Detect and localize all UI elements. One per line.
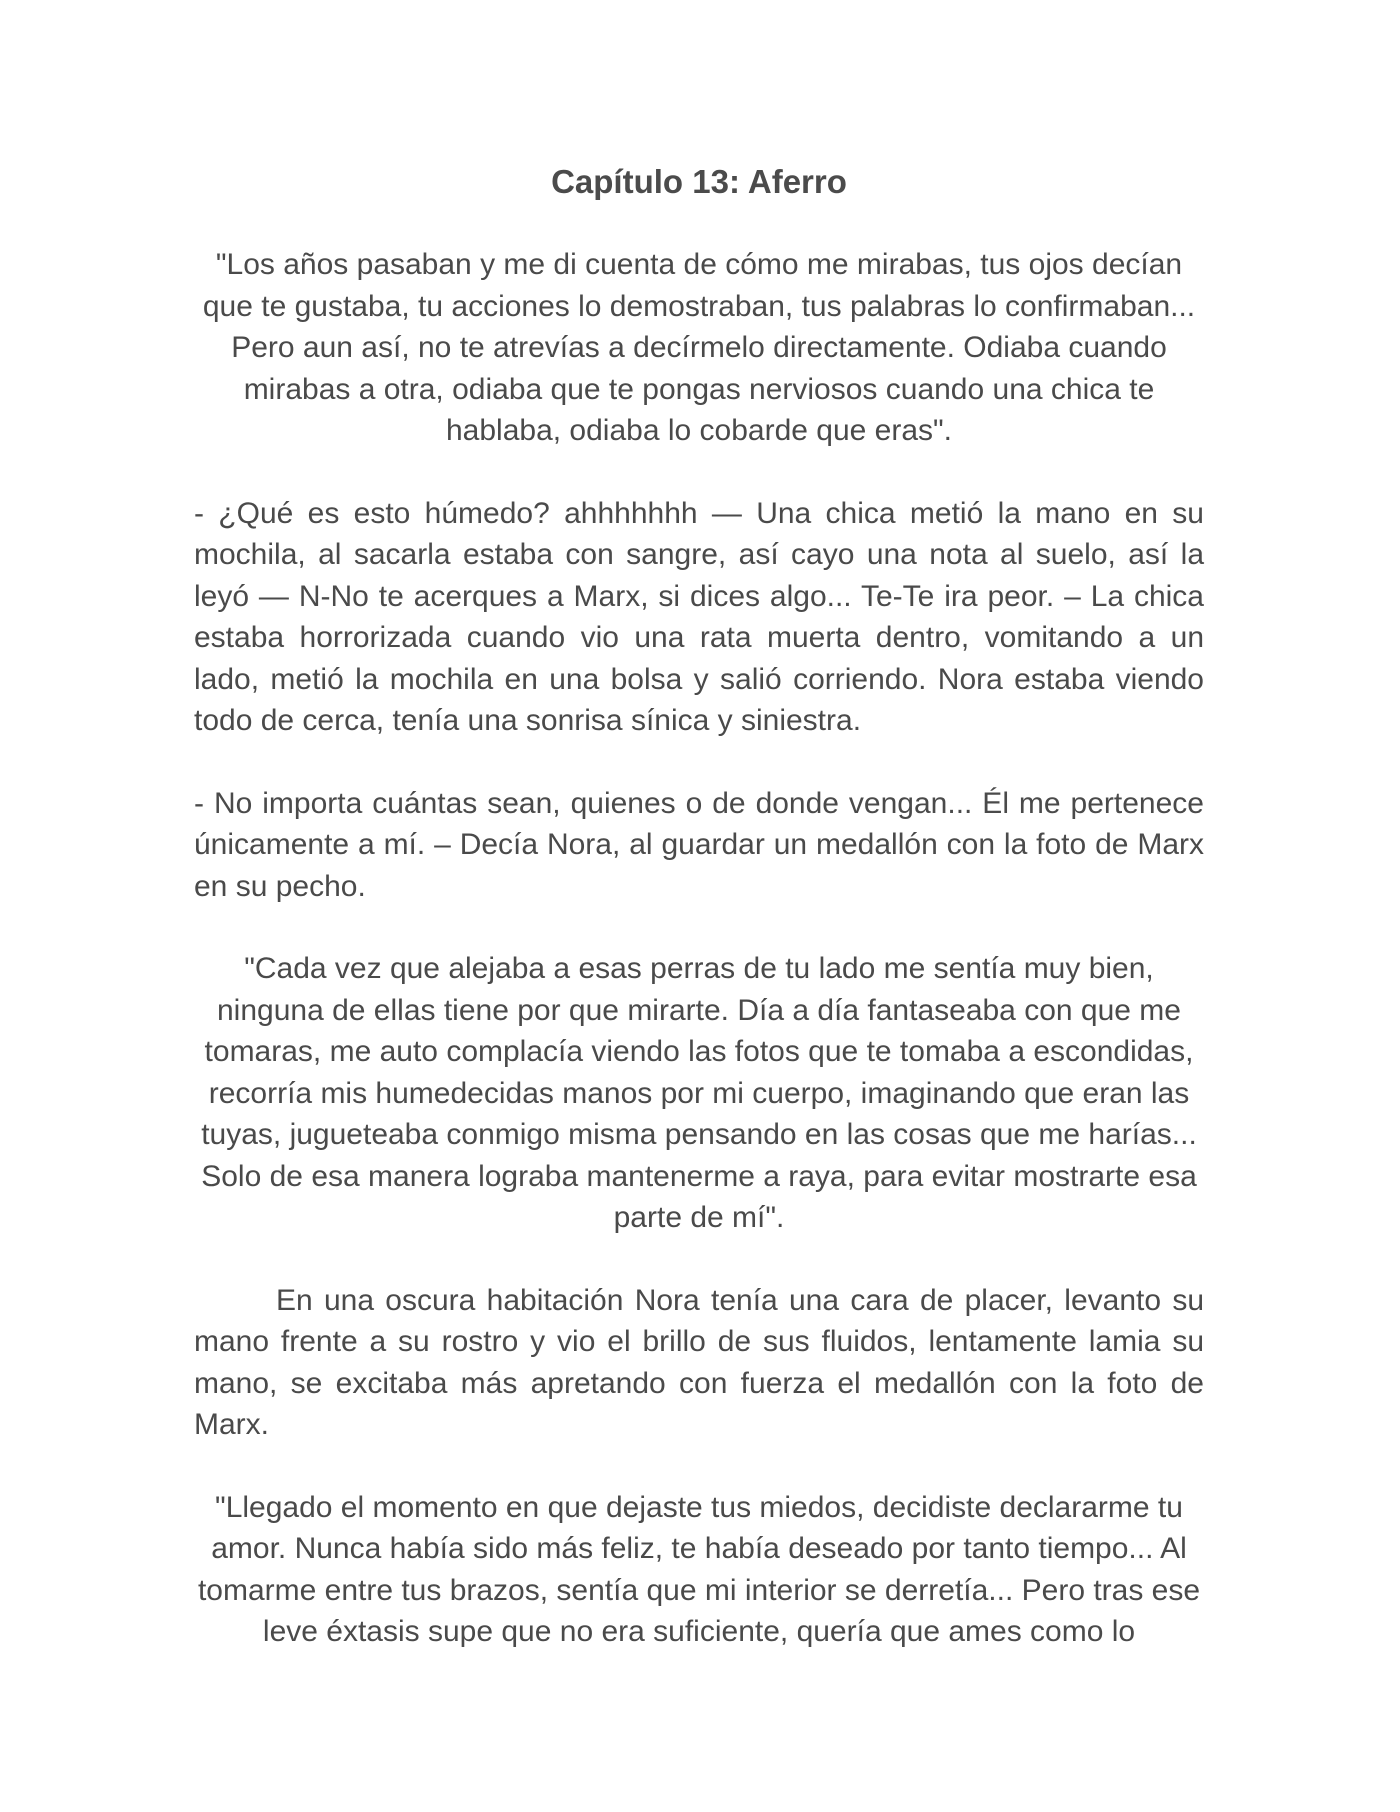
chapter-title: Capítulo 13: Aferro	[551, 163, 847, 200]
document-body	[194, 162, 1204, 1694]
paragraph-narration-1: - ¿Qué es esto húmedo? ahhhhhhh — Una chica metió la mano en su mochila, al sacarla estaba con sangre, así cayo una nota al suelo, así la leyó — N-No te acerques a Marx, si dices algo... Te-Te ira peor. – La chica estaba horrorizada cuando vio una rata muerta dentro, vomitando a un lado, metió la mochila en una bolsa y salió corriendo. Nora estaba viendo todo de cerca, tenía una sonrisa sínica y siniestra.	[194, 496, 1204, 737]
paragraph-inner-monologue-3: "Llegado el momento en que dejaste tus miedos, decidiste declararme tu amor. Nunca había sido más feliz, te había deseado por tanto tiempo... Al tomarme entre tus brazos, sentía que mi interior se derretía... Pero tras ese leve éxtasis supe que no era suficiente, quería que ames como lo	[197, 1490, 1201, 1648]
paragraph-inner-monologue-2: "Cada vez que alejaba a esas perras de tu lado me sentía muy bien, ninguna de ellas tiene por que mirarte. Día a día fantaseaba con que me tomaras, me auto complacía viendo las fotos que te tomaba a escondidas, recorría mis humedecidas manos por mi cuerpo, imaginando que eran las tuyas, jugueteaba conmigo misma pensando en las cosas que me harías... Solo de esa manera lograba mantenerme a raya, para evitar mostrarte esa parte de mí".	[201, 952, 1197, 1234]
paragraph-inner-monologue-1: "Los años pasaban y me di cuenta de cómo me mirabas, tus ojos decían que te gustaba, tu acciones lo demostraban, tus palabras lo confirmaban... Pero aun así, no te atrevías a decírmelo directamente. Odiaba cuando mirabas a otra, odiaba que te pongas nerviosos cuando una chica te hablaba, odiaba lo cobarde que eras".	[202, 248, 1196, 447]
paragraph-narration-2: - No importa cuántas sean, quienes o de donde vengan... Él me pertenece únicamente a mí. – Decía Nora, al guardar un medallón con la foto de Marx en su pecho.	[194, 786, 1204, 903]
paragraph-narration-3: En una oscura habitación Nora tenía una cara de placer, levanto su mano frente a su rostro y vio el brillo de sus fluidos, lentamente lamia su mano, se excitaba más apretando con fuerza el medallón con la foto de Marx.	[194, 1283, 1204, 1441]
